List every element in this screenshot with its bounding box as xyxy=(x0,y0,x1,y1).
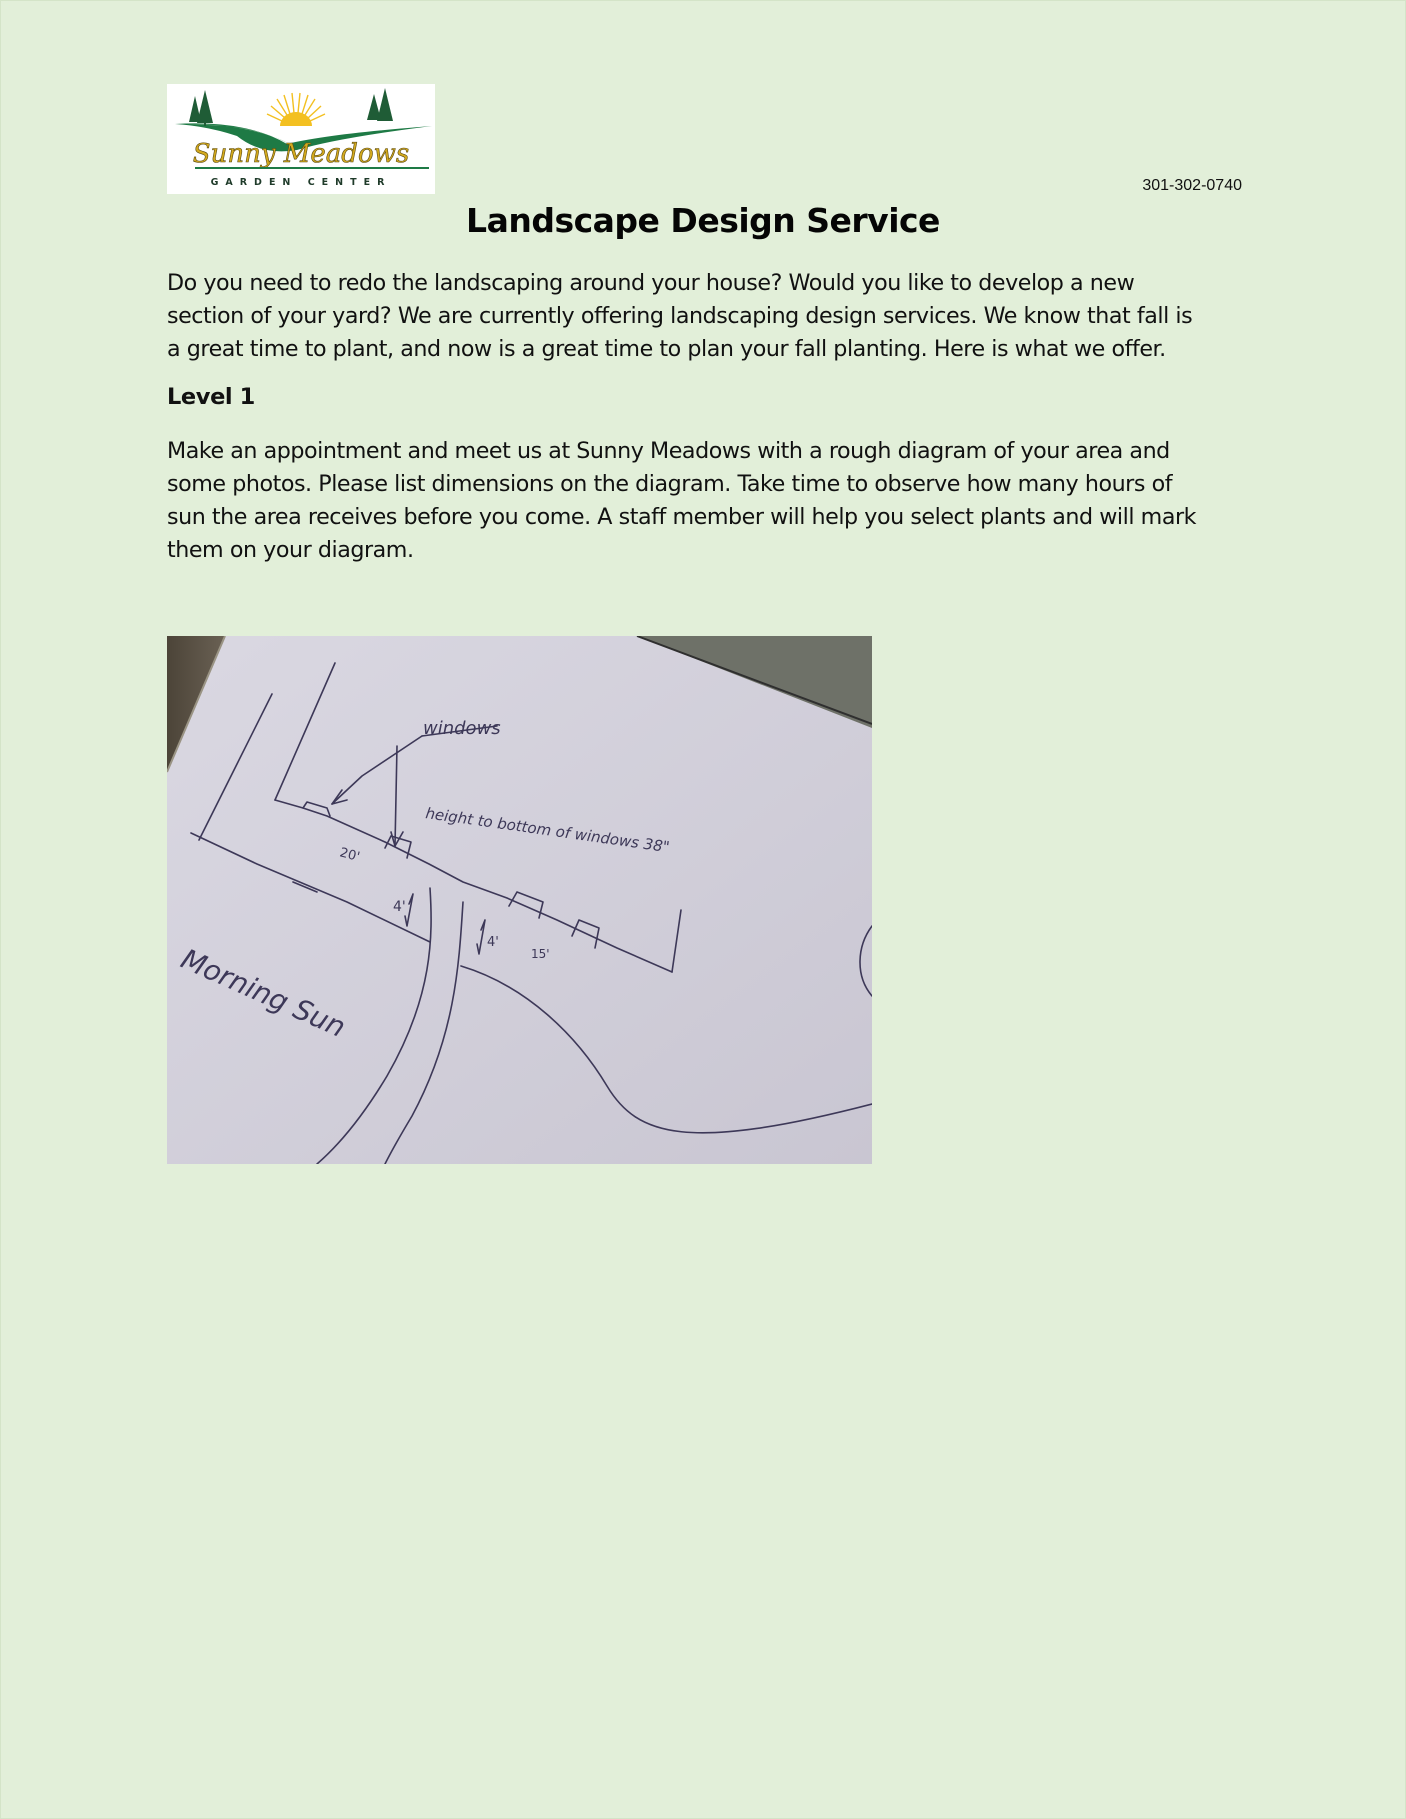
intro-line: Do you need to redo the landscaping around your house? Would you like to develop a new xyxy=(167,270,1135,296)
annotation-morning-sun: Morning Sun xyxy=(176,942,351,1044)
annotation-4ft-right: 4' xyxy=(487,935,499,950)
tree-icon xyxy=(189,90,213,126)
sketch-drawing xyxy=(167,636,872,1164)
level-1-line: some photos. Please list dimensions on the diagram. Take time to observe how many hours of xyxy=(167,471,1173,497)
annotation-20ft: 20' xyxy=(337,845,362,866)
phone-number: 301-302-0740 xyxy=(1142,177,1242,194)
level-1-line: sun the area receives before you come. A staff member will help you select plants and will mark xyxy=(167,504,1197,530)
logo-name: Sunny Meadows xyxy=(192,139,410,169)
logo-subtitle: GARDEN CENTER xyxy=(210,177,392,188)
level-1-line: them on your diagram. xyxy=(167,537,414,563)
intro-paragraph xyxy=(167,267,1247,366)
annotation-windows: windows xyxy=(423,718,501,739)
intro-line: a great time to plant, and now is a great time to plan your fall planting. Here is what we offer. xyxy=(167,336,1166,362)
yard-sketch-photo xyxy=(167,636,872,1164)
level-1-heading: Level 1 xyxy=(167,384,255,410)
annotation-4ft-left: 4' xyxy=(393,899,406,915)
level-1-line: Make an appointment and meet us at Sunny Meadows with a rough diagram of your area and xyxy=(167,438,1170,464)
logo-graphic xyxy=(167,84,435,194)
annotation-height: height to bottom of windows 38" xyxy=(424,804,671,857)
page-title: Landscape Design Service xyxy=(466,201,940,240)
tree-icon xyxy=(367,88,393,121)
company-logo xyxy=(167,84,435,194)
annotation-15ft: 15' xyxy=(531,947,550,961)
intro-line: section of your yard? We are currently offering landscaping design services. We know that fall is xyxy=(167,303,1193,329)
sun-icon xyxy=(267,93,325,126)
level-1-paragraph xyxy=(167,435,1247,567)
